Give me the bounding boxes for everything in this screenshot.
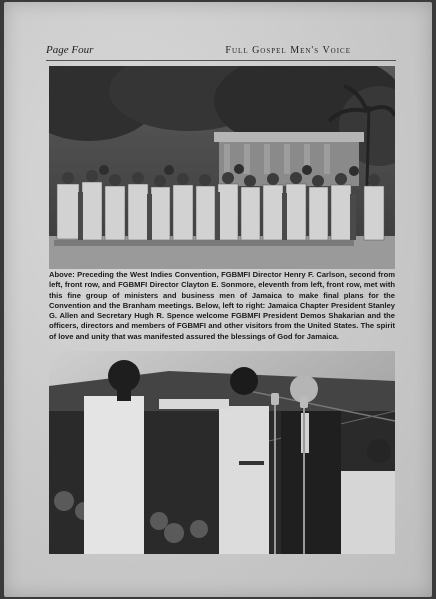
photo-caption: Above: Preceding the West Indies Convention, FGBMFI Director Henry F. Carlson, second from left, front row, and FGBMFI Director Clayton E. Sonmore, eleventh from left, front row, met with this fine group of ministers and business men of Jamaica to make final plans for the Convention and the Branham meetings. Below, left to right: Jamaica Chapter President Stanley G. Allen and Secretary Hugh R. Spence welcome FGBMFI President Demos Shakarian and the officers, directors and members of FGBMFI and other visitors from the United States. The spirit of love and unity that was manifested assured the blessings of God for Jamaica.	[49, 270, 395, 341]
group-photo-image	[49, 66, 395, 269]
group-photo	[49, 66, 395, 269]
magazine-page	[4, 2, 432, 597]
journal-title: Full Gospel Men's Voice	[225, 45, 351, 56]
header-rule	[46, 60, 396, 61]
page-header	[46, 44, 396, 58]
welcome-photo-image	[49, 351, 395, 554]
page-number-label: Page Four	[46, 44, 94, 56]
welcome-photo	[49, 351, 395, 554]
